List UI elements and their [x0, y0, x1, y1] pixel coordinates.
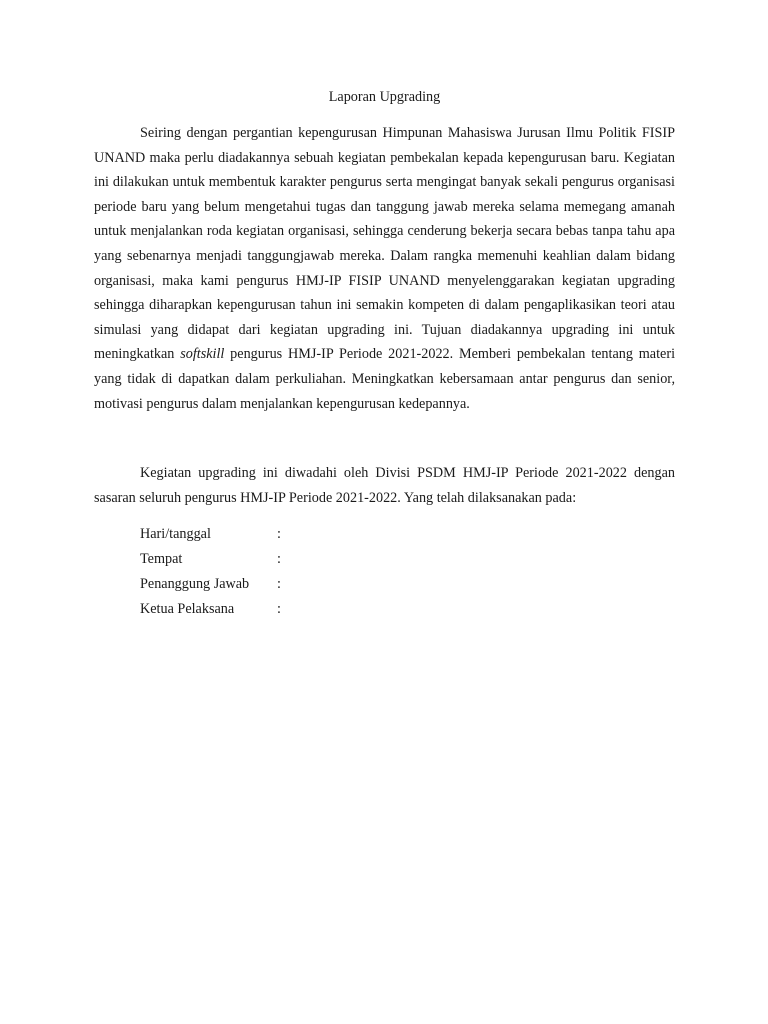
paragraph-background-text-1: Seiring dengan pergantian kepengurusan Himpunan Mahasiswa Jurusan Ilmu Politik FISIP UNAND maka perlu diadakannya sebuah kegiatan pembekalan kepada kepengurusan baru. Kegiatan ini dilakukan untuk membentuk karakter pengurus serta mengingat banyak sekali pengurus organisasi periode baru yang belum mengetahui tugas dan tanggung jawab mereka selama memegang amanah untuk menjalankan roda kegiatan organisasi, sehingga cenderung bekerja secara bebas tanpa tahu apa yang sebenarnya menjadi tanggungjawab mereka. Dalam rangka memenuhi keahlian dalam bidang organisasi, maka kami pengurus HMJ-IP FISIP UNAND menyelenggarakan kegiatan upgrading sehingga diharapkan kepengurusan tahun ini semakin kompeten di dalam pengaplikasikan teori atau simulasi yang didapat dari kegiatan upgrading ini. Tujuan diadakannya upgrading ini untuk meningkatkan [94, 125, 675, 363]
paragraph-background [94, 121, 675, 416]
detail-label-place: Tempat [140, 551, 183, 567]
detail-colon: : [277, 576, 281, 592]
softskill-term: softskill [180, 346, 225, 363]
document-title: Laporan Upgrading [328, 89, 441, 105]
detail-row-date [140, 524, 297, 549]
event-details-table [140, 524, 297, 624]
detail-colon: : [277, 526, 281, 542]
detail-label-chair: Ketua Pelaksana [140, 601, 235, 617]
detail-label-responsible: Penanggung Jawab [140, 576, 250, 592]
detail-row-responsible [140, 574, 297, 599]
paragraph-organizer: Kegiatan upgrading ini diwadahi oleh Divisi PSDM HMJ-IP Periode 2021-2022 dengan sasaran seluruh pengurus HMJ-IP Periode 2021-2022. Yang telah dilaksanakan pada: [94, 465, 675, 506]
paragraph-background-text-2: pengurus HMJ-IP Periode 2021-2022. Memberi pembekalan tentang materi yang tidak di dapatkan dalam perkuliahan. Meningkatkan kebersamaan antar pengurus dan senior, motivasi pengurus dalam menjalankan kepengurusan kedepannya. [94, 346, 676, 412]
detail-label-date: Hari/tanggal [140, 526, 211, 542]
detail-row-place [140, 549, 297, 574]
detail-colon: : [277, 551, 281, 567]
detail-row-chair [140, 599, 297, 624]
detail-colon: : [277, 601, 281, 617]
